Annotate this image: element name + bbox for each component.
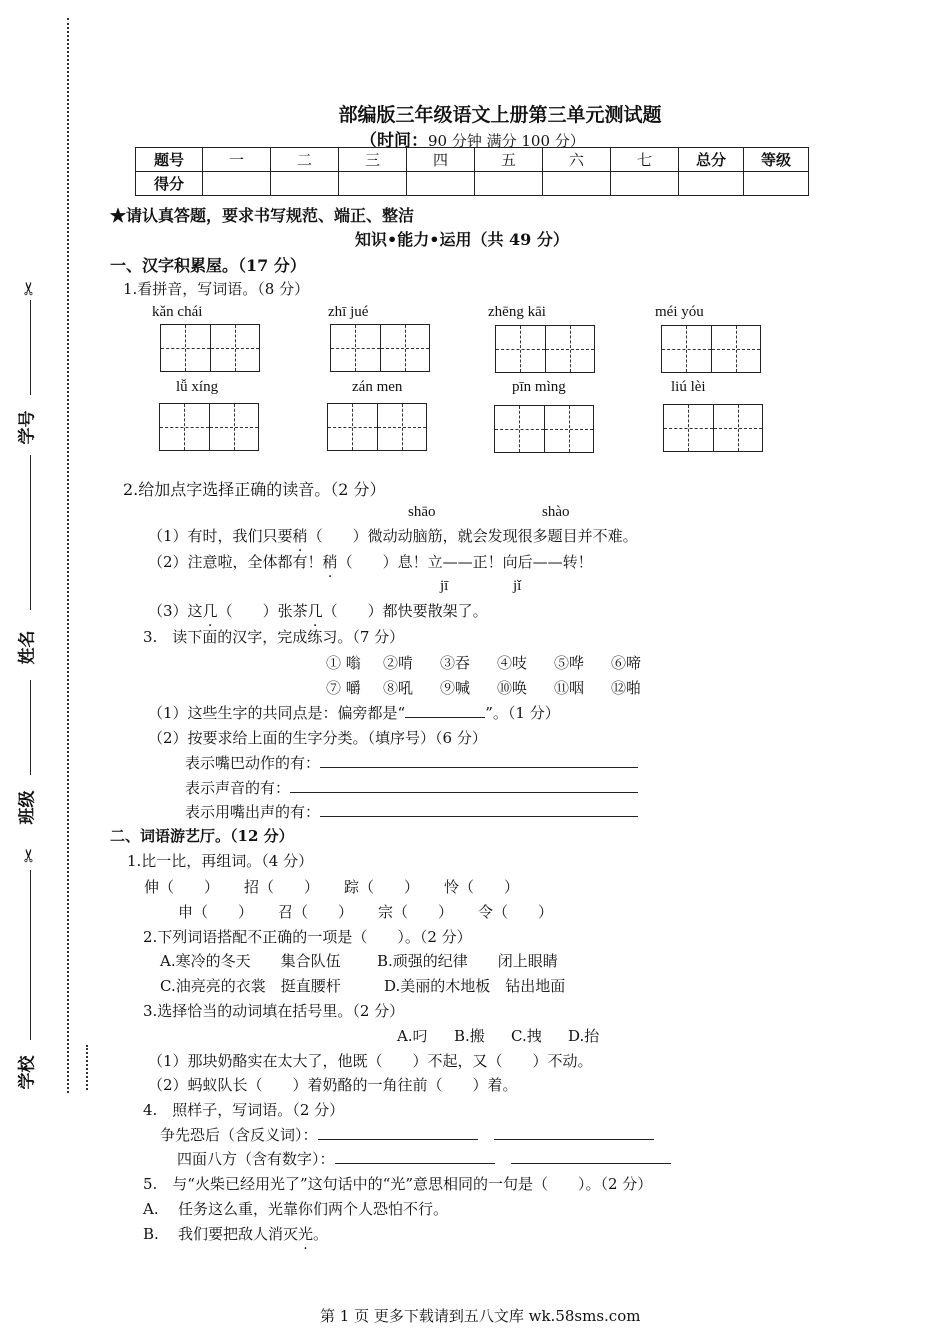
grid-cell[interactable] [545,406,594,452]
part2-title: 二、词语游艺厅。（12 分） [110,827,294,845]
grid-cell[interactable] [161,325,211,371]
answer-blank[interactable] [320,753,638,768]
score-input-cell[interactable] [475,172,543,196]
grid-cell[interactable] [328,404,378,450]
notice: ★请认真答题，要求书写规范、端正、整洁 [110,206,415,225]
option-label: B. [143,1225,159,1243]
dotted-char: 稍 [322,553,338,571]
q2-sentence-1 [148,525,638,546]
p2-q3-title: 3.选择恰当的动词填在括号里。（2 分） [143,1002,405,1020]
student-id-label: 学号 [17,410,38,445]
sentence-text: （ ）息！立——正！向后——转！ [337,553,593,571]
char-item: ⑨喊 [440,679,471,697]
verb-choice: A.叼 [397,1027,428,1045]
q3-line-b [185,777,638,798]
compare-item: 招（ ） [244,878,320,896]
verb-choices [397,1025,625,1046]
pinyin-option: shāo [408,504,436,520]
option-d[interactable]: D.美丽的木地板 钻出地面 [384,977,566,995]
answer-blank[interactable] [320,802,638,817]
q2-sentence-2 [148,551,593,572]
grid-cell[interactable] [496,326,546,372]
p2-q1-title: 1.比一比，再组词。（4 分） [127,852,314,870]
score-input-cell[interactable] [679,172,744,196]
name-label: 姓名 [17,630,38,665]
sentence-text: （1）有时，我们只要 [148,527,293,545]
score-header-cell: 五 [475,148,543,172]
compare-item: 伸（ ） [144,878,220,896]
sentence-text: （ ）微动动脑筋，就会发现很多题目并不难。 [307,527,638,545]
score-header-cell: 七 [611,148,679,172]
score-header-cell: 二 [271,148,339,172]
answer-blank[interactable] [318,1125,478,1140]
compare-item: 宗（ ） [378,903,454,921]
char-item: ① 嗡 [326,654,361,672]
sentence-text: 表示嘴巴动作的有： [185,754,321,772]
score-header-cell: 总分 [679,148,744,172]
grid-cell[interactable] [160,404,210,450]
dotted-char: 稍 [292,527,308,545]
score-header-cell: 四 [407,148,475,172]
part1-title: 一、汉字积累屋。（17 分） [110,256,306,275]
pinyin-option: jǐ [513,578,522,594]
pinyin-label: lǚ xíng [176,379,219,395]
score-table-header-row [136,148,809,172]
option-c[interactable]: C.油亮亮的衣裳 挺直腰杆 [160,977,341,995]
q2-sentence-3 [148,600,488,621]
grid-cell[interactable] [662,326,712,372]
score-input-cell[interactable] [203,172,271,196]
grid-cell[interactable] [381,325,430,371]
p2-q3-sentence-1: （1）那块奶酪实在太大了，他既（ ）不起，又（ ）不动。 [148,1052,593,1070]
q3-line-a [185,752,638,773]
grid-cell[interactable] [210,404,259,450]
grid-cell[interactable] [495,406,545,452]
pinyin-label: pīn mìng [512,379,566,395]
pinyin-label: kǎn chái [152,304,203,320]
answer-blank[interactable] [511,1149,671,1164]
grid-cell[interactable] [211,325,260,371]
char-item: ⑩唤 [497,679,528,697]
p2-q4-line-b [177,1148,671,1169]
q3-sub-1 [148,702,560,723]
compare-item: 令（ ） [478,903,554,921]
compare-item: 申（ ） [178,903,254,921]
scissor-icon: ✂ [19,847,41,864]
time-value: 90 分钟 满分 100 分） [428,132,585,150]
binding-line [30,455,31,610]
sentence-text: （1）这些生字的共同点是：偏旁都是“ [148,704,406,722]
pinyin-label: zhēng kāi [488,304,546,320]
score-header-cell: 一 [203,148,271,172]
writing-grid[interactable] [160,324,260,372]
score-input-cell[interactable] [543,172,611,196]
q1-title: 1.看拼音，写词语。（8 分） [123,280,310,298]
writing-grid[interactable] [495,325,595,373]
score-header-cell: 题号 [136,148,203,172]
sentence-text: 表示用嘴出声的有： [185,803,321,821]
p2-q4-line-a [160,1124,654,1145]
answer-blank[interactable] [494,1125,654,1140]
char-item: ⑤哗 [554,654,585,672]
sentence-text: （2）注意啦，全体都有！ [148,553,323,571]
char-item: ⑦ 嚼 [326,679,361,697]
verb-choice: B.搬 [454,1027,485,1045]
p2-q4-title: 4. 照样子，写词语。（2 分） [143,1101,345,1119]
p2-q5-option-b[interactable] [143,1223,328,1244]
option-b[interactable]: B.顽强的纪律 闭上眼睛 [377,952,558,970]
pinyin-option: shào [542,504,570,520]
score-table-score-row [136,172,809,196]
binding-line [30,870,31,1040]
answer-blank[interactable] [335,1149,495,1164]
binding-line [30,680,31,775]
class-label: 班级 [17,790,38,825]
option-text: 我们要把敌人消灭 [178,1225,299,1243]
option-label: A. [143,1200,159,1218]
grid-cell[interactable] [664,405,714,451]
grid-cell[interactable] [378,404,427,450]
char-list-row-1 [326,652,668,673]
compare-item: 召（ ） [278,903,354,921]
score-input-cell[interactable] [744,172,809,196]
p2-q3-sentence-2: （2）蚂蚁队长（ ）着奶酪的一角往前（ ）着。 [148,1076,518,1094]
sentence-text: 争先恐后（含反义词）： [160,1126,318,1144]
pinyin-option: jī [440,578,449,594]
score-row-label: 得分 [136,172,203,196]
sentence-text: 表示声音的有： [185,779,291,797]
score-input-cell[interactable] [271,172,339,196]
compare-row-2 [178,901,578,922]
sentence-text: 四面八方（含有数字）： [177,1150,335,1168]
verb-choice: C.拽 [511,1027,542,1045]
answer-blank[interactable] [290,778,638,793]
writing-grid[interactable] [494,405,594,453]
grid-cell[interactable] [712,326,761,372]
char-item: ④吱 [497,654,528,672]
pinyin-label: zán men [352,379,403,395]
option-text: 任务这么重，光靠你们两个人恐怕不行。 [178,1200,449,1218]
dotted-char: 几 [202,602,218,620]
char-item: ⑥啼 [611,654,642,672]
writing-grid[interactable] [330,324,430,372]
compare-item: 踪（ ） [344,878,420,896]
q3-sub-2: （2）按要求给上面的生字分类。（填序号）（6 分） [148,729,487,747]
sentence-text: ”。（1 分） [485,704,560,722]
time-label: （时间： [360,131,428,151]
q3-line-c [185,801,638,822]
school-label: 学校 [17,1055,38,1090]
writing-grid[interactable] [327,403,427,451]
binding-short-dots [86,1045,88,1090]
section-header: 知识•能力•运用（共 49 分） [355,230,569,249]
writing-grid[interactable] [159,403,259,451]
grid-cell[interactable] [331,325,381,371]
binding-line [30,300,31,395]
scissor-icon: ✂ [19,280,41,297]
q2-title: 2.给加点字选择正确的读音。（2 分） [123,480,386,499]
p2-q5-title: 5. 与“火柴已经用光了”这句话中的“光”意思相同的一句是（ ）。（2 分） [143,1175,653,1193]
compare-item: 怜（ ） [444,878,520,896]
char-item: ②啃 [383,654,414,672]
score-input-cell[interactable] [611,172,679,196]
dotted-char: 光 [298,1225,314,1243]
verb-choice: D.抬 [568,1027,600,1045]
option-text: 。 [313,1225,329,1243]
score-header-cell: 等级 [744,148,809,172]
page-title: 部编版三年级语文上册第三单元测试题 [338,104,662,126]
dotted-char: 几 [307,602,323,620]
score-header-cell: 三 [339,148,407,172]
sentence-text: （ ）都快要散架了。 [322,602,488,620]
option-a[interactable]: A.寒冷的冬天 集合队伍 [160,952,341,970]
char-item: ⑫啪 [611,679,642,697]
answer-blank[interactable] [405,703,485,718]
sentence-text: （ ）张茶 [217,602,308,620]
pinyin-label: méi yóu [655,304,704,320]
grid-cell[interactable] [546,326,595,372]
writing-grid[interactable] [663,404,763,452]
char-item: ⑧吼 [383,679,414,697]
page-footer: 第 1 页 更多下载请到五八文库 wk.58sms.com [320,1307,641,1325]
score-input-cell[interactable] [339,172,407,196]
binding-dotted-line [67,18,69,1093]
grid-cell[interactable] [714,405,763,451]
writing-grid[interactable] [661,325,761,373]
score-input-cell[interactable] [407,172,475,196]
pinyin-label: zhī jué [328,304,369,320]
p2-q2-title: 2.下列词语搭配不正确的一项是（ ）。（2 分） [143,928,472,946]
score-table [135,147,809,196]
char-list-row-2 [326,677,668,698]
compare-row-1 [144,876,544,897]
pinyin-label: liú lèi [671,379,706,395]
sentence-text: （3）这 [148,602,203,620]
q3-title: 3. 读下面的汉字，完成练习。（7 分） [143,628,405,646]
score-header-cell: 六 [543,148,611,172]
char-item: ③吞 [440,654,471,672]
char-item: ⑪咽 [554,679,585,697]
p2-q5-option-a[interactable] [143,1198,448,1219]
